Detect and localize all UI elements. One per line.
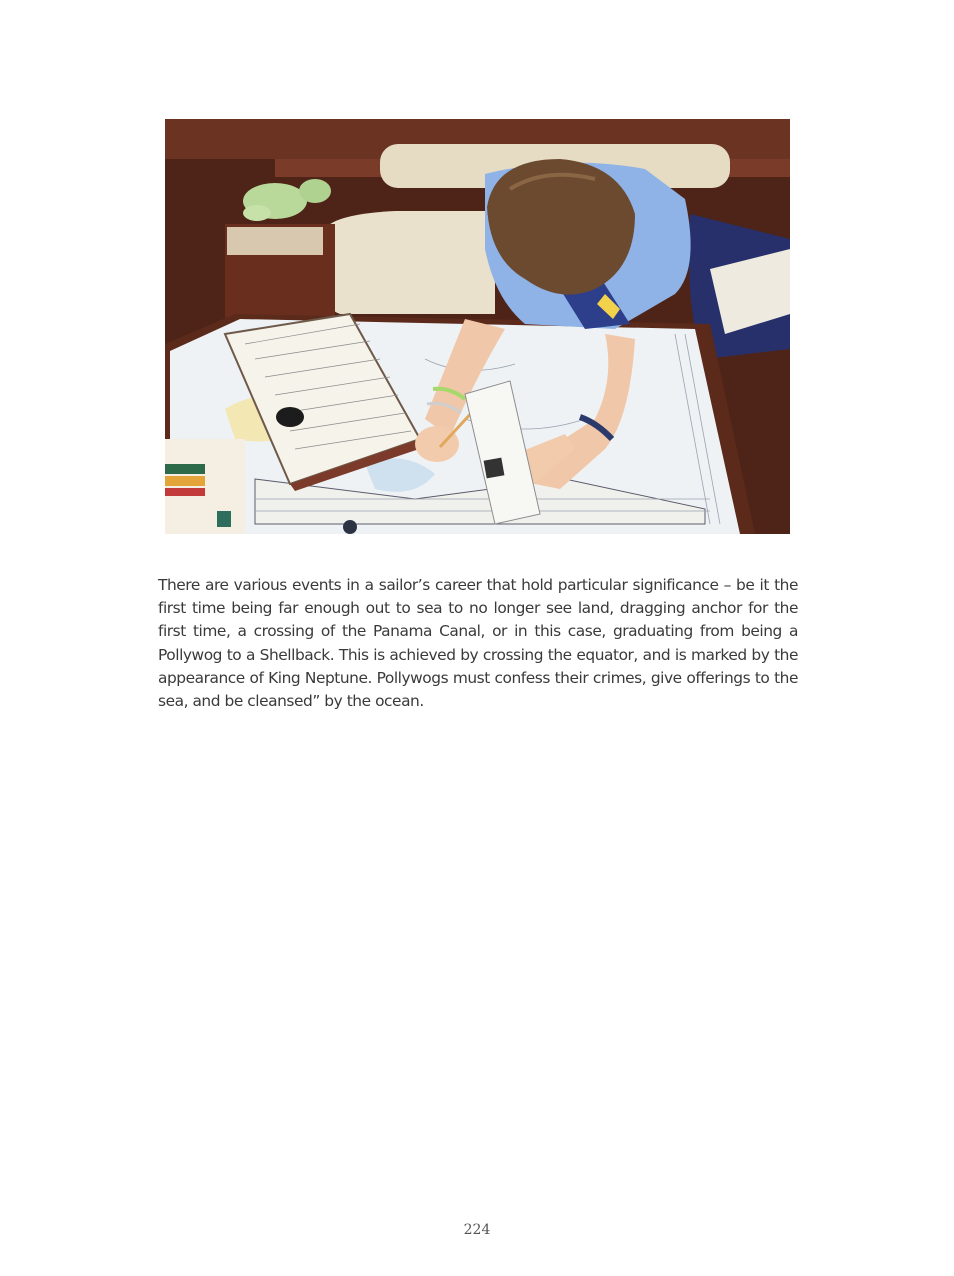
body-paragraph: There are various events in a sailor’s career that hold particular significance – be it the first time being far enough out to sea to no longer see land, dragging anchor for the first time, a crossing of the Panama Canal, or in this case, graduating from being a Pollywog to a Shellback. This is achieved by crossing the equator, and is marked by the appearance of King Neptune. Pollywogs must confess their crimes, give offerings to the sea, and be cleansed” by the ocean. (158, 576, 798, 711)
page-number: 224 (463, 1222, 491, 1238)
chart-table-photo (165, 119, 790, 534)
photo-illustration (165, 119, 790, 534)
